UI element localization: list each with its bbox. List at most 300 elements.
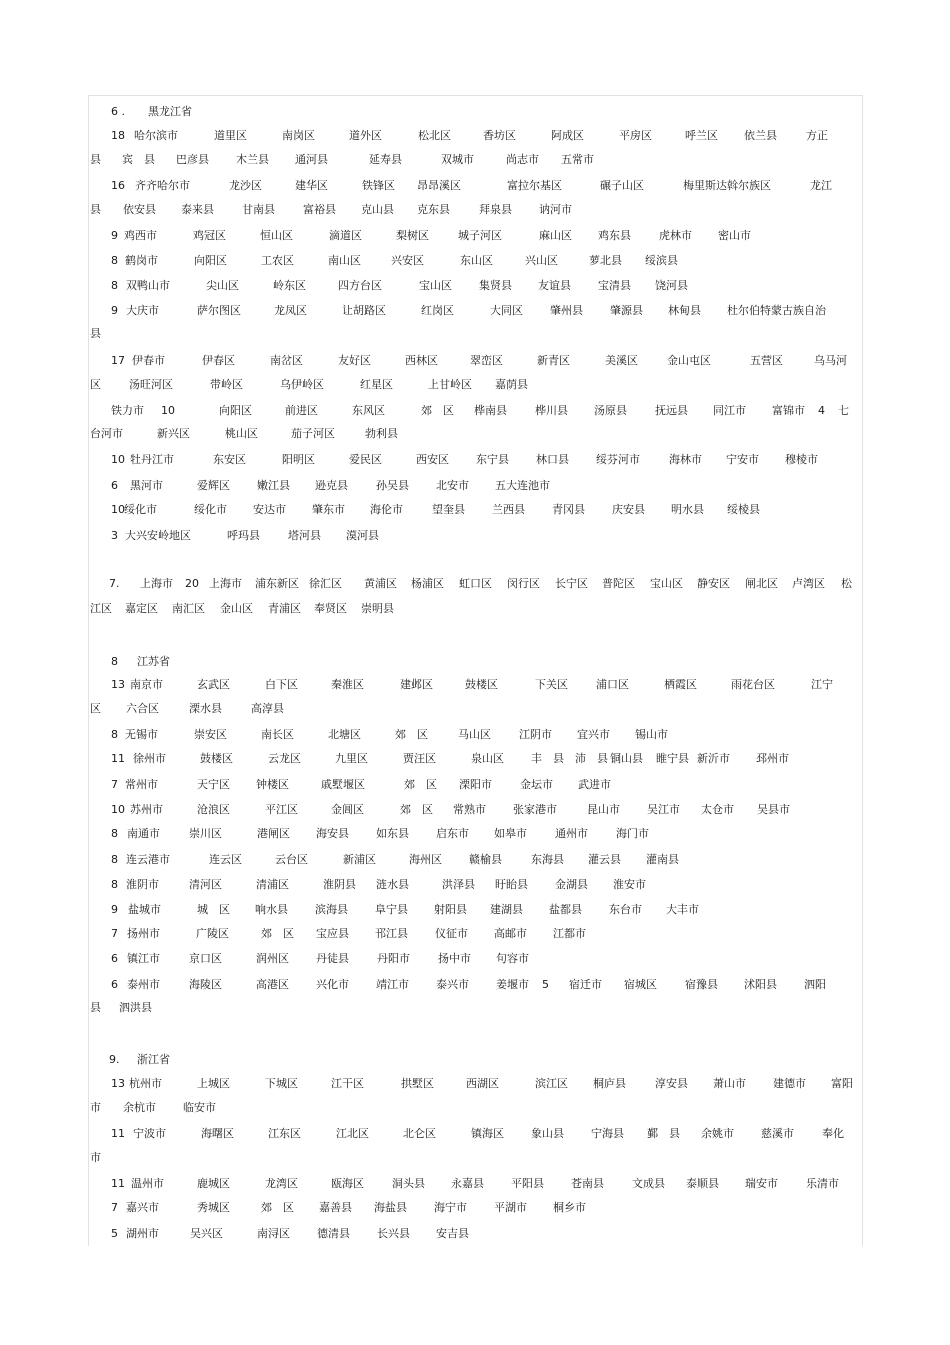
text-token: 区 <box>90 702 101 715</box>
text-token: 汤原县 <box>594 404 627 417</box>
text-token: 余杭市 <box>123 1101 156 1114</box>
text-token: 县 <box>90 153 101 166</box>
text-token: 6 . <box>111 105 125 118</box>
text-token: 上海市 <box>140 577 173 590</box>
text-line <box>89 1052 869 1068</box>
text-token: 黑龙江省 <box>148 105 192 118</box>
text-line <box>89 951 869 967</box>
text-token: 望奎县 <box>432 503 465 516</box>
text-token: 依安县 <box>123 203 156 216</box>
text-line <box>89 727 869 743</box>
text-token: 镇江市 <box>127 952 160 965</box>
text-token: 逊克县 <box>315 479 348 492</box>
text-token: 金阊区 <box>331 803 364 816</box>
text-token: 鼓楼区 <box>200 752 233 765</box>
text-token: 大同区 <box>490 304 523 317</box>
text-line <box>89 926 869 942</box>
text-line <box>89 1226 869 1242</box>
text-token: 美溪区 <box>605 354 638 367</box>
text-token: 阿成区 <box>551 129 584 142</box>
text-token: 常熟市 <box>453 803 486 816</box>
text-token: 穆棱市 <box>785 453 818 466</box>
text-token: 萧山市 <box>713 1077 746 1090</box>
text-token: 嘉善县 <box>319 1201 352 1214</box>
text-token: 海伦市 <box>370 503 403 516</box>
text-token: 通州市 <box>555 827 588 840</box>
text-token: 南岔区 <box>270 354 303 367</box>
text-token: 东安区 <box>213 453 246 466</box>
text-line <box>89 403 869 419</box>
text-token: 肇东市 <box>312 503 345 516</box>
text-token: 集贤县 <box>479 279 512 292</box>
text-token: 哈尔滨市 <box>134 129 178 142</box>
text-token: 郊 区 <box>395 728 428 741</box>
text-token: 鸡东县 <box>598 229 631 242</box>
text-line <box>89 528 869 544</box>
text-token: 黑河市 <box>130 479 163 492</box>
text-token: 4 <box>818 404 825 417</box>
text-token: 鼓楼区 <box>465 678 498 691</box>
text-line <box>89 701 869 717</box>
text-token: 11 <box>111 1177 125 1190</box>
text-line <box>89 777 869 793</box>
text-token: 双鸭山市 <box>126 279 170 292</box>
text-line <box>89 152 869 168</box>
text-token: 灌南县 <box>646 853 679 866</box>
text-token: 崇安区 <box>194 728 227 741</box>
text-token: 上城区 <box>197 1077 230 1090</box>
text-token: 天宁区 <box>197 778 230 791</box>
text-token: 盱眙县 <box>495 878 528 891</box>
text-token: 9 <box>111 903 118 916</box>
text-token: 宾 县 <box>122 153 155 166</box>
text-token: 射阳县 <box>434 903 467 916</box>
text-token: 江北区 <box>336 1127 369 1140</box>
text-token: 8 <box>111 254 118 267</box>
text-token: 松 <box>841 577 852 590</box>
text-token: 平阳县 <box>511 1177 544 1190</box>
text-token: 泰来县 <box>181 203 214 216</box>
text-token: 5 <box>542 978 549 991</box>
text-token: 五大连池市 <box>495 479 550 492</box>
text-token: 瑞安市 <box>745 1177 778 1190</box>
text-token: 无锡市 <box>125 728 158 741</box>
text-token: 富裕县 <box>303 203 336 216</box>
text-token: 江宁 <box>811 678 833 691</box>
text-token: 城 区 <box>197 903 230 916</box>
text-token: 恒山区 <box>260 229 293 242</box>
text-token: 齐齐哈尔市 <box>135 179 190 192</box>
text-token: 西湖区 <box>466 1077 499 1090</box>
text-token: 泗洪县 <box>119 1001 152 1014</box>
text-token: 邳州市 <box>756 752 789 765</box>
text-token: 武进市 <box>578 778 611 791</box>
text-token: 泰州市 <box>127 978 160 991</box>
text-token: 肇州县 <box>550 304 583 317</box>
text-token: 塔河县 <box>288 529 321 542</box>
text-token: 丹阳市 <box>377 952 410 965</box>
text-token: 香坊区 <box>483 129 516 142</box>
text-token: 玄武区 <box>197 678 230 691</box>
text-token: 7 <box>111 778 118 791</box>
text-token: 绥芬河市 <box>596 453 640 466</box>
text-token: 嘉荫县 <box>495 378 528 391</box>
text-token: 嘉兴市 <box>126 1201 159 1214</box>
text-token: 六合区 <box>126 702 159 715</box>
text-token: 桃山区 <box>225 427 258 440</box>
text-line <box>89 802 869 818</box>
text-line <box>89 1100 869 1116</box>
text-token: 下城区 <box>265 1077 298 1090</box>
text-token: 阳明区 <box>282 453 315 466</box>
text-line <box>89 877 869 893</box>
text-token: 富拉尔基区 <box>507 179 562 192</box>
text-token: 秀城区 <box>197 1201 230 1214</box>
text-token: 南岗区 <box>282 129 315 142</box>
text-token: 宁波市 <box>133 1127 166 1140</box>
text-token: 启东市 <box>436 827 469 840</box>
text-token: 木兰县 <box>236 153 269 166</box>
text-token: 黄浦区 <box>364 577 397 590</box>
text-token: 17 <box>111 354 125 367</box>
text-token: 连云港市 <box>126 853 170 866</box>
text-line <box>89 326 869 342</box>
text-token: 让胡路区 <box>342 304 386 317</box>
text-token: 徐汇区 <box>309 577 342 590</box>
text-token: 江阴市 <box>519 728 552 741</box>
text-token: 云台区 <box>275 853 308 866</box>
text-token: 丰 县 <box>531 752 564 765</box>
text-token: 秦淮区 <box>331 678 364 691</box>
text-token: 临安市 <box>183 1101 216 1114</box>
text-token: 昂昂溪区 <box>417 179 461 192</box>
text-line <box>89 1150 869 1166</box>
text-line <box>89 303 869 319</box>
text-token: 赣榆县 <box>469 853 502 866</box>
text-line <box>89 1076 869 1092</box>
text-token: 泗阳 <box>804 978 826 991</box>
text-token: 江东区 <box>268 1127 301 1140</box>
text-token: 乐清市 <box>806 1177 839 1190</box>
text-token: 尚志市 <box>506 153 539 166</box>
text-token: 甘南县 <box>242 203 275 216</box>
text-token: 盐都县 <box>549 903 582 916</box>
text-token: 卢湾区 <box>792 577 825 590</box>
text-token: 北塘区 <box>328 728 361 741</box>
text-token: 苍南县 <box>571 1177 604 1190</box>
text-token: 萨尔图区 <box>197 304 241 317</box>
text-token: 江苏省 <box>137 655 170 668</box>
text-token: 绥滨县 <box>645 254 678 267</box>
text-token: 昆山市 <box>587 803 620 816</box>
text-token: 溧阳市 <box>459 778 492 791</box>
text-token: 九里区 <box>335 752 368 765</box>
text-token: 江都市 <box>553 927 586 940</box>
text-token: 靖江市 <box>376 978 409 991</box>
text-token: 溧水县 <box>189 702 222 715</box>
text-token: 勃利县 <box>365 427 398 440</box>
text-token: 润州区 <box>256 952 289 965</box>
text-token: 睢宁县 <box>656 752 689 765</box>
text-token: 海盐县 <box>374 1201 407 1214</box>
text-token: 宿豫县 <box>685 978 718 991</box>
text-token: 庆安县 <box>612 503 645 516</box>
text-token: 10 <box>111 453 125 466</box>
text-token: 铜山县 <box>610 752 643 765</box>
text-token: 茄子河区 <box>291 427 335 440</box>
text-token: 6 <box>111 952 118 965</box>
text-token: 金湖县 <box>555 878 588 891</box>
text-token: 如皋市 <box>494 827 527 840</box>
text-token: 向阳区 <box>219 404 252 417</box>
text-token: 宝应县 <box>316 927 349 940</box>
text-token: 新沂市 <box>697 752 730 765</box>
text-token: 栖霞区 <box>664 678 697 691</box>
text-token: 滨江区 <box>535 1077 568 1090</box>
text-token: 扬州市 <box>127 927 160 940</box>
text-token: 扬中市 <box>438 952 471 965</box>
text-token: 延寿县 <box>369 153 402 166</box>
text-token: 鸡冠区 <box>193 229 226 242</box>
text-token: 五常市 <box>561 153 594 166</box>
text-token: 富锦市 <box>772 404 805 417</box>
text-token: 林口县 <box>536 453 569 466</box>
text-token: 红星区 <box>360 378 393 391</box>
text-token: 海州区 <box>409 853 442 866</box>
text-token: 淮阴县 <box>323 878 356 891</box>
text-line <box>89 751 869 767</box>
text-token: 东台市 <box>609 903 642 916</box>
text-token: 8 <box>111 878 118 891</box>
text-token: 龙湾区 <box>265 1177 298 1190</box>
text-token: 南汇区 <box>172 602 205 615</box>
text-line <box>89 452 869 468</box>
text-token: 松北区 <box>418 129 451 142</box>
text-token: 13 <box>111 1077 125 1090</box>
text-token: 奉贤区 <box>314 602 347 615</box>
text-token: 青冈县 <box>552 503 585 516</box>
text-token: 双城市 <box>441 153 474 166</box>
text-token: 鸡西市 <box>124 229 157 242</box>
text-token: 青浦区 <box>268 602 301 615</box>
text-token: 文成县 <box>632 1177 665 1190</box>
text-token: 拱墅区 <box>401 1077 434 1090</box>
text-token: 绥化市 <box>124 503 157 516</box>
text-token: 涟水县 <box>376 878 409 891</box>
text-token: 滴道区 <box>329 229 362 242</box>
text-token: 上海市 <box>209 577 242 590</box>
text-token: 海宁市 <box>434 1201 467 1214</box>
text-token: 7 <box>111 1201 118 1214</box>
text-token: 碾子山区 <box>600 179 644 192</box>
text-token: 东宁县 <box>476 453 509 466</box>
text-token: 新浦区 <box>343 853 376 866</box>
text-token: 宿城区 <box>624 978 657 991</box>
text-token: 白下区 <box>265 678 298 691</box>
text-line <box>89 654 869 670</box>
text-token: 南山区 <box>328 254 361 267</box>
text-token: 巴彦县 <box>176 153 209 166</box>
text-token: 道外区 <box>349 129 382 142</box>
text-token: 嫩江县 <box>257 479 290 492</box>
text-token: 虎林市 <box>659 229 692 242</box>
text-token: 南通市 <box>127 827 160 840</box>
text-token: 11 <box>111 752 125 765</box>
text-token: 锡山市 <box>635 728 668 741</box>
text-token: 吴兴区 <box>190 1227 223 1240</box>
text-line <box>89 353 869 369</box>
text-token: 淮阴市 <box>126 878 159 891</box>
text-token: 8 <box>111 853 118 866</box>
text-token: 呼玛县 <box>227 529 260 542</box>
text-token: 嘉定区 <box>125 602 158 615</box>
text-token: 龙沙区 <box>229 179 262 192</box>
text-token: 东风区 <box>352 404 385 417</box>
text-token: 上甘岭区 <box>428 378 472 391</box>
text-token: 新兴区 <box>157 427 190 440</box>
text-token: 海曙区 <box>201 1127 234 1140</box>
text-token: 兴山区 <box>525 254 558 267</box>
text-token: 萝北县 <box>589 254 622 267</box>
text-token: 杨浦区 <box>411 577 444 590</box>
text-token: 兴安区 <box>391 254 424 267</box>
text-token: 瓯海区 <box>331 1177 364 1190</box>
text-token: 市 <box>90 1101 101 1114</box>
text-token: 四方台区 <box>338 279 382 292</box>
text-line <box>89 478 869 494</box>
text-token: 绥棱县 <box>727 503 760 516</box>
text-token: 18 <box>111 129 125 142</box>
text-line <box>89 601 869 617</box>
text-token: 崇川区 <box>189 827 222 840</box>
text-token: 清河区 <box>189 878 222 891</box>
text-token: 前进区 <box>285 404 318 417</box>
text-token: 城子河区 <box>458 229 502 242</box>
text-token: 西林区 <box>405 354 438 367</box>
text-token: 翠峦区 <box>470 354 503 367</box>
text-token: 鹤岗市 <box>125 254 158 267</box>
text-token: 长宁区 <box>555 577 588 590</box>
text-token: 东山区 <box>460 254 493 267</box>
text-token: 高港区 <box>256 978 289 991</box>
text-token: 明水县 <box>671 503 704 516</box>
text-token: 9. <box>109 1053 120 1066</box>
text-token: 马山区 <box>458 728 491 741</box>
text-token: 滨海县 <box>315 903 348 916</box>
text-token: 京口区 <box>189 952 222 965</box>
text-token: 宁安市 <box>726 453 759 466</box>
text-token: 伊春市 <box>132 354 165 367</box>
text-token: 工农区 <box>261 254 294 267</box>
text-token: 闵行区 <box>507 577 540 590</box>
text-token: 桐庐县 <box>593 1077 626 1090</box>
text-token: 绥化市 <box>194 503 227 516</box>
text-token: 阜宁县 <box>375 903 408 916</box>
text-token: 贾汪区 <box>403 752 436 765</box>
text-token: 克山县 <box>361 203 394 216</box>
text-token: 孙吴县 <box>376 479 409 492</box>
text-token: 郊 区 <box>400 803 433 816</box>
text-token: 太仓市 <box>701 803 734 816</box>
text-token: 淮安市 <box>613 878 646 891</box>
text-line <box>89 377 869 393</box>
text-token: 镇海区 <box>471 1127 504 1140</box>
text-token: 爱辉区 <box>197 479 230 492</box>
text-token: 江区 <box>90 602 112 615</box>
text-token: 吴县市 <box>757 803 790 816</box>
text-token: 平房区 <box>619 129 652 142</box>
text-token: 永嘉县 <box>451 1177 484 1190</box>
text-token: 戚墅堰区 <box>321 778 365 791</box>
text-token: 钟楼区 <box>256 778 289 791</box>
text-line <box>89 253 869 269</box>
text-token: 桐乡市 <box>553 1201 586 1214</box>
text-token: 奉化 <box>822 1127 844 1140</box>
text-token: 5 <box>111 1227 118 1240</box>
text-token: 五营区 <box>750 354 783 367</box>
text-token: 7. <box>109 577 120 590</box>
text-token: 德清县 <box>317 1227 350 1240</box>
text-token: 克东县 <box>417 203 450 216</box>
text-token: 海陵区 <box>189 978 222 991</box>
text-token: 杭州市 <box>129 1077 162 1090</box>
text-token: 郊 区 <box>261 927 294 940</box>
text-token: 区 <box>90 378 101 391</box>
text-token: 盐城市 <box>128 903 161 916</box>
text-line <box>89 852 869 868</box>
text-line <box>89 278 869 294</box>
text-token: 向阳区 <box>194 254 227 267</box>
text-token: 建华区 <box>295 179 328 192</box>
text-token: 郊 区 <box>421 404 454 417</box>
text-token: 长兴县 <box>377 1227 410 1240</box>
text-token: 崇明县 <box>361 602 394 615</box>
text-token: 爱民区 <box>349 453 382 466</box>
text-token: 道里区 <box>214 129 247 142</box>
document-page <box>88 95 863 1246</box>
text-token: 港闸区 <box>257 827 290 840</box>
text-token: 洪泽县 <box>442 878 475 891</box>
text-line <box>89 104 869 120</box>
text-token: 建德市 <box>773 1077 806 1090</box>
text-token: 友好区 <box>338 354 371 367</box>
text-line <box>89 178 869 194</box>
text-token: 丹徒县 <box>316 952 349 965</box>
text-token: 海门市 <box>616 827 649 840</box>
text-token: 龙江 <box>810 179 832 192</box>
text-line <box>89 1176 869 1192</box>
text-token: 慈溪市 <box>761 1127 794 1140</box>
text-token: 沛 县 <box>575 752 608 765</box>
text-token: 讷河市 <box>539 203 572 216</box>
text-token: 6 <box>111 479 118 492</box>
text-token: 10 <box>111 503 125 516</box>
text-token: 伊春区 <box>202 354 235 367</box>
text-token: 宿迁市 <box>569 978 602 991</box>
text-line <box>89 576 869 592</box>
text-token: 大丰市 <box>666 903 699 916</box>
text-token: 象山县 <box>531 1127 564 1140</box>
text-token: 饶河县 <box>655 279 688 292</box>
text-token: 宝清县 <box>598 279 631 292</box>
text-token: 汤旺河区 <box>129 378 173 391</box>
text-line <box>89 502 869 518</box>
text-token: 6 <box>111 978 118 991</box>
text-token: 苏州市 <box>130 803 163 816</box>
text-token: 泉山区 <box>471 752 504 765</box>
text-token: 金坛市 <box>520 778 553 791</box>
text-token: 建邺区 <box>400 678 433 691</box>
